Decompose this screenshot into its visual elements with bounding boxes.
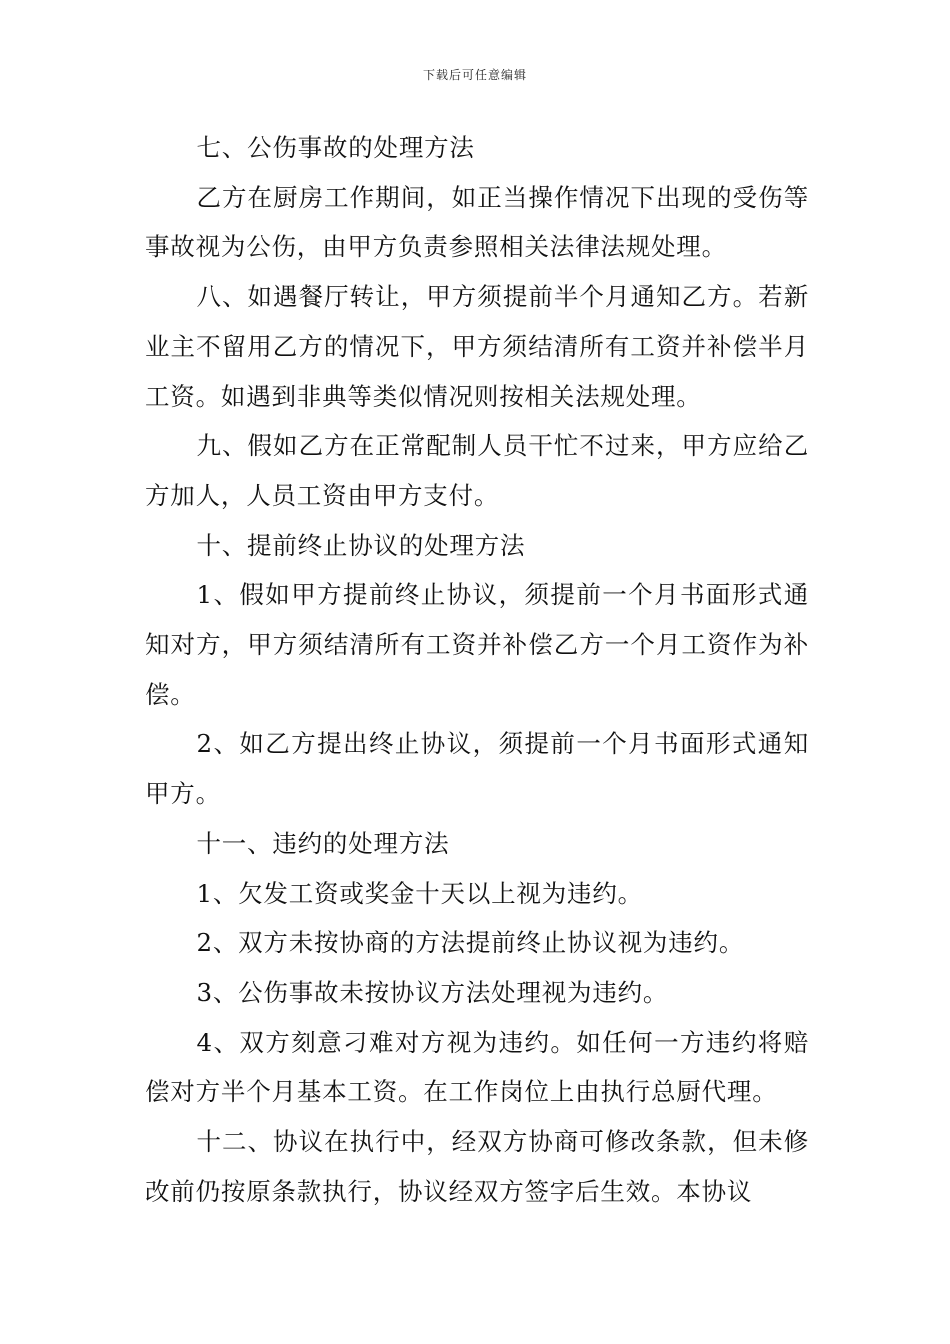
paragraph-breach-1: 1、欠发工资或奖金十天以上视为违约。 <box>196 878 643 908</box>
section-heading-12: 十二、协议在执行中，经双方协商可修改条款，但未修改前仍按原条款执行，协议经双方签字后生效。本协议 <box>145 1127 809 1206</box>
section-heading-10: 十、提前终止协议的处理方法 <box>196 530 526 560</box>
paragraph-injury: 乙方在厨房工作期间，如正当操作情况下出现的受伤等事故视为公伤，由甲方负责参照相关法律法规处理。 <box>145 182 809 262</box>
paragraph-termination-party-a: 1、假如甲方提前终止协议，须提前一个月书面形式通知对方，甲方须结清所有工资并补偿乙方一个月工资作为补偿。 <box>145 580 809 709</box>
header-note: 下载后可任意编辑 <box>422 68 527 82</box>
paragraph-breach-4: 4、双方刻意刁难对方视为违约。如任何一方违约将赔偿对方半个月基本工资。在工作岗位上由执行总厨代理。 <box>145 1027 809 1107</box>
paragraph-transfer: 八、如遇餐厅转让，甲方须提前半个月通知乙方。若新业主不留用乙方的情况下，甲方须结清所有工资并补偿半月工资。如遇到非典等类似情况则按相关法规处理。 <box>145 282 809 411</box>
section-heading-11: 十一、违约的处理方法 <box>196 828 450 858</box>
section-heading-7: 七、公伤事故的处理方法 <box>196 133 475 162</box>
paragraph-termination-party-b: 2、如乙方提出终止协议，须提前一个月书面形式通知甲方。 <box>145 729 809 809</box>
paragraph-breach-3: 3、公伤事故未按协议方法处理视为违约。 <box>196 977 669 1007</box>
document-body <box>145 123 809 1216</box>
paragraph-breach-2: 2、双方未按协商的方法提前终止协议视为违约。 <box>196 928 745 958</box>
paragraph-staffing: 九、假如乙方在正常配制人员干忙不过来，甲方应给乙方加人，人员工资由甲方支付。 <box>145 431 809 510</box>
